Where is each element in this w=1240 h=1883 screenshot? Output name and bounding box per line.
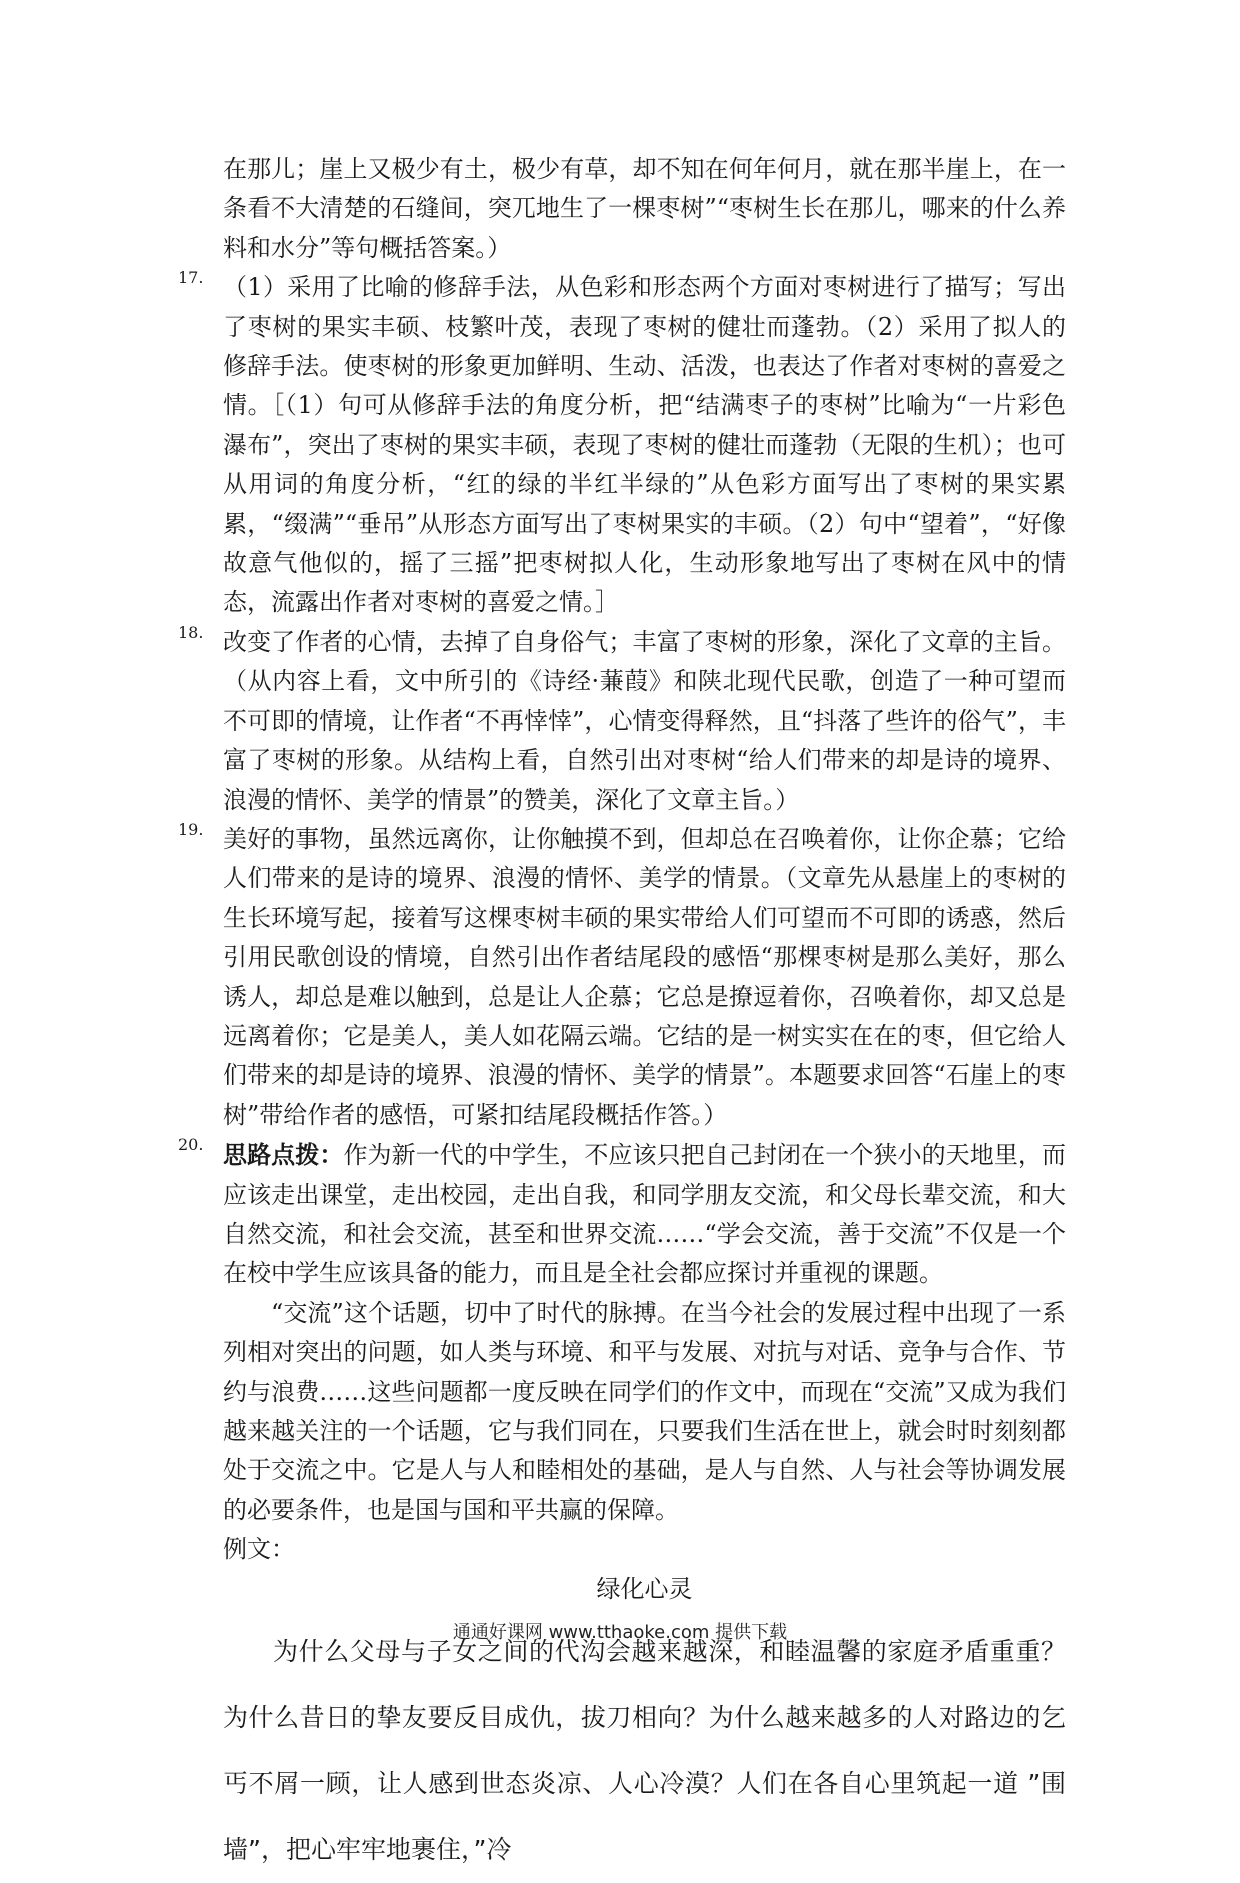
essay-text: 为什么父母与子女之间的代沟会越来越深，和睦温馨的家庭矛盾重重？为什么昔日的挚友要反目成仇，拔刀相向？为什么越来越多的人对路边的乞丐不屑一顾，让人感到世态炎凉、人心冷漠？人们在各自心里筑起一道 ”围墙”，把心牢牢地裹住，”冷 (223, 1637, 1066, 1865)
answer-16-continuation: 在那儿；崖上又极少有土，极少有草，却不知在何年何月，就在那半崖上，在一条看不大清楚的石缝间，突兀地生了一棵枣树”“枣树生长在那儿，哪来的什么养料和水分”等句概括答案。） (223, 155, 1066, 262)
answer-20-label: 思路点拨 (223, 1140, 320, 1170)
answer-20-body: 作为新一代的中学生，不应该只把自己封闭在一个狭小的天地里，而应该走出课堂，走出校园，走出自我，和同学朋友交流，和父母长辈交流，和大自然交流，和社会交流，甚至和世界交流……“学会交流，善于交流”不仅是一个在校中学生应该具备的能力，而且是全社会都应探讨并重视的课题。 (223, 1141, 1067, 1288)
answer-19-text: 美好的事物，虽然远离你，让你触摸不到，但却总在召唤着你，让你企慕；它给人们带来的是诗的境界、浪漫的情怀、美学的情景。（文章先从悬崖上的枣树的生长环境写起，接着写这棵枣树丰硕的果实带给人们可望而不可即的诱惑，然后引用民歌创设的情境，自然引出作者结尾段的感悟“那棵枣树是那么美好，那么诱人，却总是难以触到，总是让人企慕；它总是撩逗着你，召唤着你，却又总是远离着你；它是美人，美人如花隔云端。它结的是一树实实在在的枣，但它给人们带来的却是诗的境界、浪漫的情怀、美学的情景”。本题要求回答“石崖上的枣树”带给作者的感悟，可紧扣结尾段概括作答。） (223, 824, 1066, 1129)
answer-20-number: 20. (178, 1135, 204, 1155)
answer-20 (178, 1135, 1067, 1294)
answer-17-number: 17. (178, 268, 204, 288)
answer-19 (178, 819, 1066, 1135)
example-label: 例文： (223, 1535, 295, 1564)
footer-watermark: 通通好课网 www.tthaoke.com 提供下载 (452, 1622, 788, 1643)
answer-18-text: 改变了作者的心情，去掉了自身俗气；丰富了枣树的形象，深化了文章的主旨。（从内容上看，文中所引的《诗经·蒹葭》和陕北现代民歌，创造了一种可望而不可即的情境，让作者“不再悻悻”，心情变得释然，且“抖落了些许的俗气”，丰富了枣树的形象。从结构上看，自然引出对枣树“给人们带来的却是诗的境界、浪漫的情怀、美学的情景”的赞美，深化了文章主旨。） (223, 627, 1066, 814)
essay-title: 绿化心灵 (596, 1574, 693, 1603)
answer-20-paragraph-2: “交流”这个话题，切中了时代的脉搏。在当今社会的发展过程中出现了一系列相对突出的问题，如人类与环境、和平与发展、对抗与对话、竞争与合作、节约与浪费……这些问题都一度反映在同学们的作文中，而现在“交流”又成为我们越来越关注的一个话题，它与我们同在，只要我们生活在世上，就会时时刻刻都处于交流之中。它是人与人和睦相处的基础，是人与自然、人与社会等协调发展的必要条件，也是国与国和平共赢的保障。 (223, 1298, 1066, 1524)
answer-18-number: 18. (178, 622, 204, 642)
answer-20-colon: ： (319, 1140, 344, 1170)
answer-18 (178, 622, 1066, 820)
answer-17 (178, 268, 1066, 623)
answer-17-text: （1）采用了比喻的修辞手法，从色彩和形态两个方面对枣树进行了描写；写出了枣树的果实丰硕、枝繁叶茂，表现了枣树的健壮而蓬勃。（2）采用了拟人的修辞手法。使枣树的形象更加鲜明、生动、活泼，也表达了作者对枣树的喜爱之情。［（1）句可从修辞手法的角度分析，把“结满枣子的枣树”比喻为“一片彩色瀑布”，突出了枣树的果实丰硕，表现了枣树的健壮而蓬勃（无限的生机）；也可从用词的角度分析，“红的绿的半红半绿的”从色彩方面写出了枣树的果实累累，“缀满”“垂吊”从形态方面写出了枣树果实的丰硕。（2）句中“望着”，“好像故意气他似的，摇了三摇”把枣树拟人化，生动形象地写出了枣树在风中的情态，流露出作者对枣树的喜爱之情。］ (223, 273, 1066, 617)
answer-20-text (223, 1135, 1066, 1294)
answer-19-number: 19. (178, 819, 204, 839)
